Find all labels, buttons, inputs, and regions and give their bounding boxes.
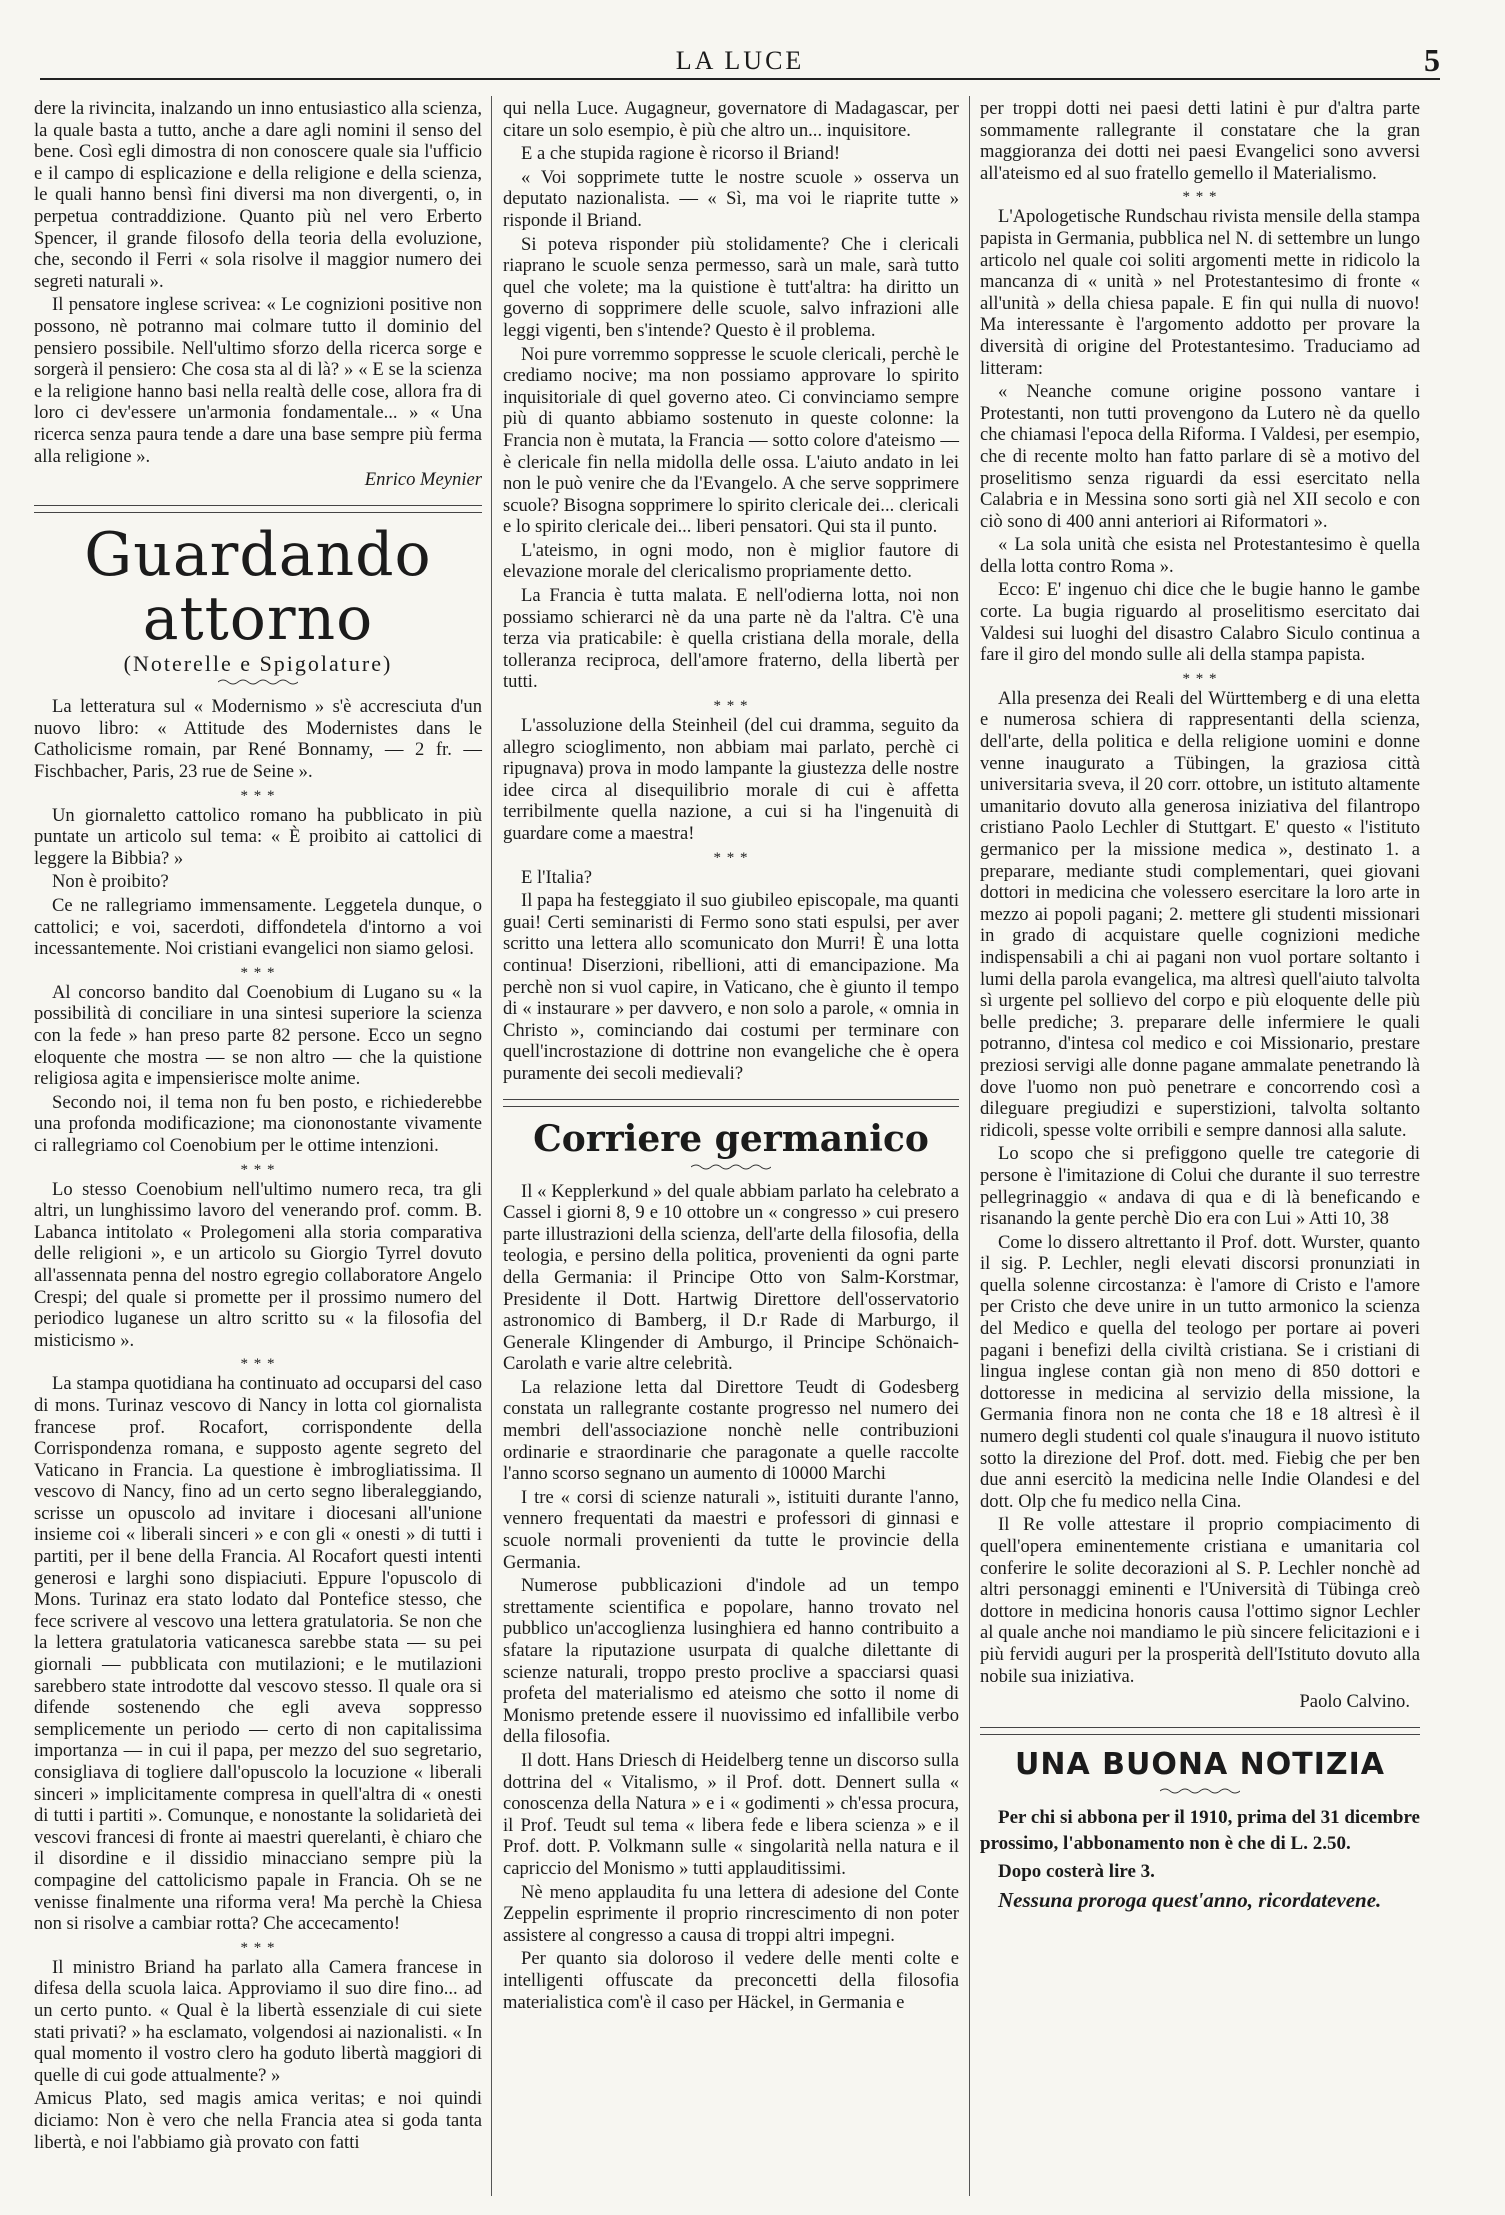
paragraph: per troppi dotti nei paesi detti latini è pur d'altra parte sommamente rallegrante il constatare che la gran maggioranza dei dotti nei paesi Evangelici sono avversi all'ateismo ed al suo fratello gemello il Materialismo.: [980, 98, 1420, 184]
section-separator: [34, 505, 482, 513]
column-2: [503, 98, 959, 2015]
newspaper-title: LA LUCE: [675, 46, 805, 75]
paragraph: Noi pure vorremmo soppresse le scuole clericali, perchè le crediamo nocive; ma non possiamo approvare lo spirito inquisitoriale di quel governo ateo. Ci convinciamo sempre più di quanto abbiamo sostenuto in queste colonne: la Francia non è mutata, la Francia — sotto colore d'ateismo — è clericale fin nella midolla delle ossa. L'aiuto andato in lei non le può venire che da l'Evangelo. A che serve sopprimere scuole? Bisogna sopprimere lo spirito clericale dei... clericali e lo spirito clericale dei... liberi pensatori. Qui sta il punto.: [503, 343, 959, 538]
paragraph: Alla presenza dei Reali del Württemberg e di una eletta e numerosa schiera di rappresentanti della scienza, dell'arte, della politica e della religione uomini e donne venne inaugurato a Tübingen, la graziosa città universitaria sveva, il 20 corr. ottobre, un istituto altamente umanitario dovuto alla generosa iniziativa del filantropo cristiano Paolo Lechler di Stuttgart. E' questo « l'istituto germanico per la missione medica », destinato 1. a preparare, mediante studi complementari, quei giovani dottori in medicina che volessero esercitare la loro arte in mezzo ai popoli pagani; 2. mettere gli studenti missionari in grado di acquistare quelle cognizioni mediche indispensabili a chi ai pagani non vuol portare soltanto i lumi della parola evangelica, ma altresì quell'aiuto talvolta sì urgente pel sollievo del corpo e più eloquente delle più belle prediche; 3. preparare delle infermiere le quali potranno, d'intesa col medico e coi Missionario, prestare preziosi servigi alle donne pagane ammalate penetrando là dove l'uomo non può penetrare e concorrendo così a dileguare pregiudizi e superstizioni, talvolta soltanto ridicoli, spesse volte orribili e sempre dannosi alla salute.: [980, 687, 1420, 1141]
paragraph: Per quanto sia doloroso il vedere delle menti colte e intelligenti offuscate da preconcetti della filosofia materialistica com'è il caso per Häckel, in Germania e: [503, 1948, 959, 2013]
paragraph: Si poteva risponder più stolidamente? Che i clericali riaprano le scuole senza permesso, sarà un male, sarà tutto quel che volete; ma la quistione è tutt'altra: ha diritto un governo di sopprimere delle scuole, salvo infrazioni alle leggi vigenti, ben s'intende? Questo è il problema.: [503, 233, 959, 341]
ornament: [34, 676, 482, 686]
paragraph: Numerose pubblicazioni d'indole ad un tempo strettamente scientifica e popolare, hanno trovato nel pubblico un'accoglienza lusinghiera ed hanno contribuito a sfatare la riputazione usurpata di qualche dilettante di scienze naturali, troppo presto proclive a spacciarsi quasi profeta del materialismo ed ateismo che sotto il nome di Monismo pretende essere il nuovissimo ed infallibile verbo della filosofia.: [503, 1575, 959, 1748]
paragraph: E l'Italia?: [521, 866, 592, 888]
paragraph: L'Apologetische Rundschau rivista mensile della stampa papista in Germania, pubblica nel N. di settembre un lungo articolo nel quale coi soliti argomenti mette in ridicolo la mancanza di « unità » nel Protestantesimo di fronte « all'unità » della chiesa papale. E fin qui nulla di nuovo! Ma interessante è l'argomento addotto per provare la diversità di origine del Protestantesimo. Traduciamo ad litteram:: [980, 206, 1420, 379]
section-stars: * * *: [240, 1356, 276, 1373]
column-divider: [491, 96, 492, 2196]
paragraph: Il papa ha festeggiato il suo giubileo episcopale, ma quanti guai! Certi seminaristi di Fermo sono stati espulsi, per aver scritto una lettera allo scomunicato don Murri! È una lotta continua! Diserzioni, ribellioni, atti di emancipazione. Ma perchè non si vuol capire, in Vaticano, che è giunto il tempo di « instaurare » per davvero, e non solo a parole, « omnia in Christo », cominciando dai costumi per terminare con quell'incrostazione di dottrine non evangeliche che è opera puramente dei secoli medievali?: [503, 890, 959, 1084]
notice-text: Per chi si abbona per il 1910, prima del 31 dicembre prossimo, l'abbonamento non è che di L. 2.50.: [980, 1806, 1420, 1854]
paragraph: Il Re volle attestare il proprio compiacimento di quell'opera eminentemente cristiana e umanitaria col conferire le solite decorazioni al S. P. Lechler nonchè ad altri personaggi eminenti e l'Università di Tübinga creò dottore in medicina honoris causa l'ottimo signor Lechler al quale anche noi mandiamo le più sincere felicitazioni e i più fervidi auguri per la prosperità dell'Istituto dovuto alla nobile sua iniziativa.: [980, 1514, 1420, 1687]
ornament: [980, 1785, 1420, 1795]
section-stars: * * *: [240, 964, 276, 981]
paragraph: Un giornaletto cattolico romano ha pubblicato in più puntate un articolo sul tema: « È proibito ai cattolici di leggere la Bibbia? »: [34, 804, 482, 869]
paragraph: Lo stesso Coenobium nell'ultimo numero reca, tra gli altri, un lunghissimo lavoro del venerando prof. comm. B. Labanca intitolato « Prolegomeni alla storia comparativa delle religioni », e un articolo su Giorgio Tyrrel dovuto all'assennata penna del nostro egregio collaboratore Angelo Crespi; del quale si promette per il prossimo numero del periodico luganese un altro scritto su « la filosofia del misticismo ».: [34, 1178, 482, 1351]
author-signature: Enrico Meynier: [364, 469, 482, 491]
section-separator: [503, 1099, 959, 1107]
paragraph: Come lo dissero altrettanto il Prof. dott. Wurster, quanto il sig. P. Lechler, negli elevati discorsi pronunziati in quella solenne circostanza: è l'amore di Cristo e l'amore per Cristo che deve unire in un tutto armonico la scienza del Medico e quella del teologo per portare ai poveri pagani i benefizi della civiltà cristiana. Se i cristiani di lingua inglese contan già non meno di 850 dottori e dottoresse in medicina al servizio della missione, la Germania finora non ne conta che 18 e 18 altresì è il numero degli studenti col quale s'inaugura il nuovo istituto sotto la direzione del Prof. dott. med. Fiebig che per ben due anni esercitò la medicina nelle Indie Olandesi e del dott. Olp che fu medico nella Cina.: [980, 1231, 1420, 1512]
paragraph: E a che stupida ragione è ricorso il Briand!: [521, 143, 841, 165]
section-stars: * * *: [1182, 670, 1218, 687]
paragraph: dere la rivincita, inalzando un inno entusiastico alla scienza, la quale basta a tutto, anche a dare agli nomini il senso del bene. Così egli dimostra di non conoscere quale sia l'ufficio e il campo di esplicazione e della religione e della scienza, le quali hanno bensì fini diversi ma non divergenti, o, in perpetua contraddizione. Quanto più nel vero Erberto Spencer, il grande filosofo della teoria della evoluzione, che, secondo il Ferri « sola risolve il maggior numero dei segreti naturali ».: [34, 98, 482, 292]
paragraph: Amicus Plato, sed magis amica veritas; e noi quindi diciamo: Non è vero che nella Francia atea si goda tanta libertà, e noi l'abbiamo già provato con fatti: [34, 2088, 482, 2153]
ornament: [503, 1161, 959, 1171]
paragraph: Al concorso bandito dal Coenobium di Lugano su « la possibilità di conciliare in una sintesi superiore la scienza con la fede » han preso parte 82 persone. Ecco un segno eloquente che mostra — se non altro — che la quistione religiosa agita e impensierisce molte anime.: [34, 981, 482, 1090]
paragraph: qui nella Luce. Augagneur, governatore di Madagascar, per citare un solo esempio, è più che altro un... inquisitore.: [503, 98, 959, 141]
section-stars: * * *: [713, 698, 749, 715]
section-subheading: (Noterelle e Spigolature): [123, 650, 393, 676]
paragraph: « La sola unità che esista nel Protestantesimo è quella della lotta contro Roma ».: [980, 534, 1420, 577]
paragraph: Non è proibito?: [52, 871, 169, 893]
notice-heading: UNA BUONA NOTIZIA: [1015, 1746, 1385, 1782]
section-stars: * * *: [240, 787, 276, 804]
paragraph: La letteratura sul « Modernismo » s'è accresciuta d'un nuovo libro: « Attitude des Modernistes dans le Catholicisme romain, par René Bonnamy, — 2 fr. — Fischbacher, Paris, 23 rue de Seine ».: [34, 696, 482, 783]
notice-text: Dopo costerà lire 3.: [998, 1860, 1155, 1882]
paragraph: « Voi sopprimete tutte le nostre scuole » osserva un deputato nazionalista. — « Sì, ma voi le riaprite tutte » risponde il Briand.: [503, 166, 959, 231]
section-stars: * * *: [240, 1161, 276, 1178]
author-signature: Paolo Calvino.: [1299, 1691, 1410, 1713]
header-rule: [40, 78, 1440, 80]
paragraph: Il ministro Briand ha parlato alla Camera francese in difesa della scuola laica. Approviamo il suo dire fino... ad un certo punto. « Qual è la libertà essenziale di cui siete stati privati? » ha esclamato, volgendosi ai nazionalisti. « In qual momento il vostro clero ha goduto libertà maggiori di quelle di cui gode attualmente? »: [34, 1956, 482, 2086]
section-separator: [980, 1727, 1420, 1735]
paragraph: Ecco: E' ingenuo chi dice che le bugie hanno le gambe corte. La bugia riguardo al proselitismo esercitato dai Valdesi sui luoghi del disastro Calabro Siculo continua a fare il giro del mondo sulle ali della stampa papista.: [980, 579, 1420, 666]
paragraph: La Francia è tutta malata. E nell'odierna lotta, noi non possiamo schierarci nè da una parte nè da l'altra. C'è una terza via praticabile: è quella cristiana della morale, della tolleranza reciproca, dell'amore fraterno, della libertà per tutti.: [503, 585, 959, 693]
column-3: [980, 98, 1420, 1915]
paragraph: Secondo noi, il tema non fu ben posto, e richiederebbe una profonda modificazione; ma ciononostante vivamente ci rallegriamo col Coenobium per le ottime intenzioni.: [34, 1091, 482, 1156]
paragraph: Ce ne rallegriamo immensamente. Leggetela dunque, o cattolici; e voi, sacerdoti, diffondetela d'intorno a voi incessantemente. Noi cristiani evangelici non siamo gelosi.: [34, 895, 482, 960]
section-heading: Corriere germanico: [533, 1117, 929, 1160]
paragraph: Il dott. Hans Driesch di Heidelberg tenne un discorso sulla dottrina del « Vitalismo, » il Prof. dott. Dennert sulla « conoscenza della Natura » e i « godimenti » ch'essa procura, il Prof. Teudt sul tema « libera fede e libera scienza » e il Prof. dott. P. Volkmann sulle « singolarità nella natura e il capriccio del Monismo » tutti applauditissimi.: [503, 1749, 959, 1879]
section-stars: * * *: [713, 849, 749, 866]
paragraph: L'ateismo, in ogni modo, non è miglior fautore di elevazione morale del clericalismo propriamente detto.: [503, 539, 959, 583]
paragraph: Il pensatore inglese scrivea: « Le cognizioni positive non possono, nè potranno mai colmare tutto il dominio del pensiero possibile. Nell'ultimo sforzo della ricerca sorge e sorgerà il pensiero: Che cosa sta al di là? » « E se la scienza e la religione hanno basi nella realtà delle cose, allora fra di loro ci dev'essere un'armonia fondamentale... » « Una ricerca senza paura tende a dare una base sempre più ferma alla religione ».: [34, 294, 482, 467]
paragraph: La relazione letta dal Direttore Teudt di Godesberg constata un rallegrante costante progresso nel numero dei membri dell'associazione nonchè nelle contribuzioni ordinarie e straordinarie che paragonate a quelle raccolte l'anno scorso segnano un aumento di 10000 Marchi: [503, 1376, 959, 1485]
paragraph: « Neanche comune origine possono vantare i Protestanti, non tutti provengono da Lutero nè da quello che chiamasi l'epoca della Riforma. I Valdesi, per esempio, che di recente molto han fatto parlare di sè a motivo del proselitismo senza riguardi da essi esercitato nella Calabria e in Messina sono sorti già nel XII secolo e con ciò sono di 400 anni anteriori ai Riformatori ».: [980, 381, 1420, 532]
section-stars: * * *: [240, 1939, 276, 1956]
notice-text: Nessuna proroga quest'anno, ricordatevene.: [998, 1887, 1382, 1912]
column-divider: [969, 96, 970, 2196]
paragraph: I tre « corsi di scienze naturali », istituiti durante l'anno, vennero frequentati da maestri e professori di ginnasi e scuole normali provenienti da tutte le provincie della Germania.: [503, 1486, 959, 1573]
paragraph: La stampa quotidiana ha continuato ad occuparsi del caso di mons. Turinaz vescovo di Nancy in lotta col giornalista francese prof. Rocafort, corrispondente della Corrispondenza romana, e supposto agente segreto del Vaticano in Francia. La questione è imbrogliatissima. Il vescovo di Nancy, fino ad un certo segno liberaleggiando, scrisse un opuscolo ad invitare i diocesani all'unione insieme coi « liberali sinceri » e con gli « onesti » di tutti i partiti, per il bene della Francia. Al Rocafort questi intenti generosi e larghi sono dispiaciuti. Eppure l'opuscolo di Mons. Turinaz era stato lodato dal Pontefice stesso, che fece scrivere al vescovo una lettera gratulatoria. Se non che la lettera gratulatoria vaticanesca sarebbe stata — su pei giornali — pubblicata con mutilazioni; e le mutilazioni sarebbero state introdotte dal vescovo stesso. Il quale ora si difende sostenendo che egli aveva soppresso semplicemente un periodo — certo di non capitalissima importanza — in cui il papa, per mezzo del suo segretario, consigliava di togliere dall'opuscolo la locuzione « liberali sinceri » implicitamente compresa in quell'altra di « onesti di tutti i partiti ». Comunque, e nonostante la solidarietà dei vescovi francesi di fronte ai maestri querelanti, è chiaro che il disordine e il dissidio minacciano sempre più la compagine del cattolicismo papale in Francia. Oh se ne venisse finalmente una riforma vera! Ma perchè la Chiesa non si risolve a cambiar rotta? Che accecamento!: [34, 1373, 482, 1935]
paragraph: L'assoluzione della Steinheil (del cui dramma, seguito da allegro scioglimento, non abbiam mai parlato, perchè ci ripugnava) prova in modo lampante la giustezza delle nostre idee circa al disequilibrio morale di cui è affetta terribilmente quella nazione, a cui si ha l'ingenuità di guardare come a maestra!: [503, 715, 959, 844]
section-heading: Guardando attorno: [84, 519, 432, 654]
section-stars: * * *: [1182, 189, 1218, 206]
page-header: [40, 44, 1440, 80]
paragraph: Il « Kepplerkund » del quale abbiam parlato ha celebrato a Cassel i giorni 8, 9 e 10 ottobre un « congresso » cui presero parte illustrazioni della scienza, dell'arte della filosofia, della teologia, e persino della politica, provenienti da ogni parte della Germania: il Principe Otto von Salm-Korstmar, Presidente il Dott. Hartwig Direttore dell'osservatorio astronomico di Bamberg, il D.r Rade di Marburgo, il Generale Klingender di Amburgo, il Principe Schönaich-Carolath e varie altre celebrità.: [503, 1180, 959, 1375]
page-number: 5: [1424, 42, 1440, 78]
notice-box: [980, 1805, 1420, 1913]
paragraph: Lo scopo che si prefiggono quelle tre categorie di persone è l'imitazione di Colui che durante il suo terrestre pellegrinaggio « andava di qua e di là beneficando e risanando la gente perchè Dio era con Lui » Atti 10, 38: [980, 1143, 1420, 1230]
paragraph: Nè meno applaudita fu una lettera di adesione del Conte Zeppelin esprimente il proprio rincrescimento di non poter assistere al congresso a causa di troppi altri impegni.: [503, 1881, 959, 1946]
column-1: [34, 98, 482, 2155]
